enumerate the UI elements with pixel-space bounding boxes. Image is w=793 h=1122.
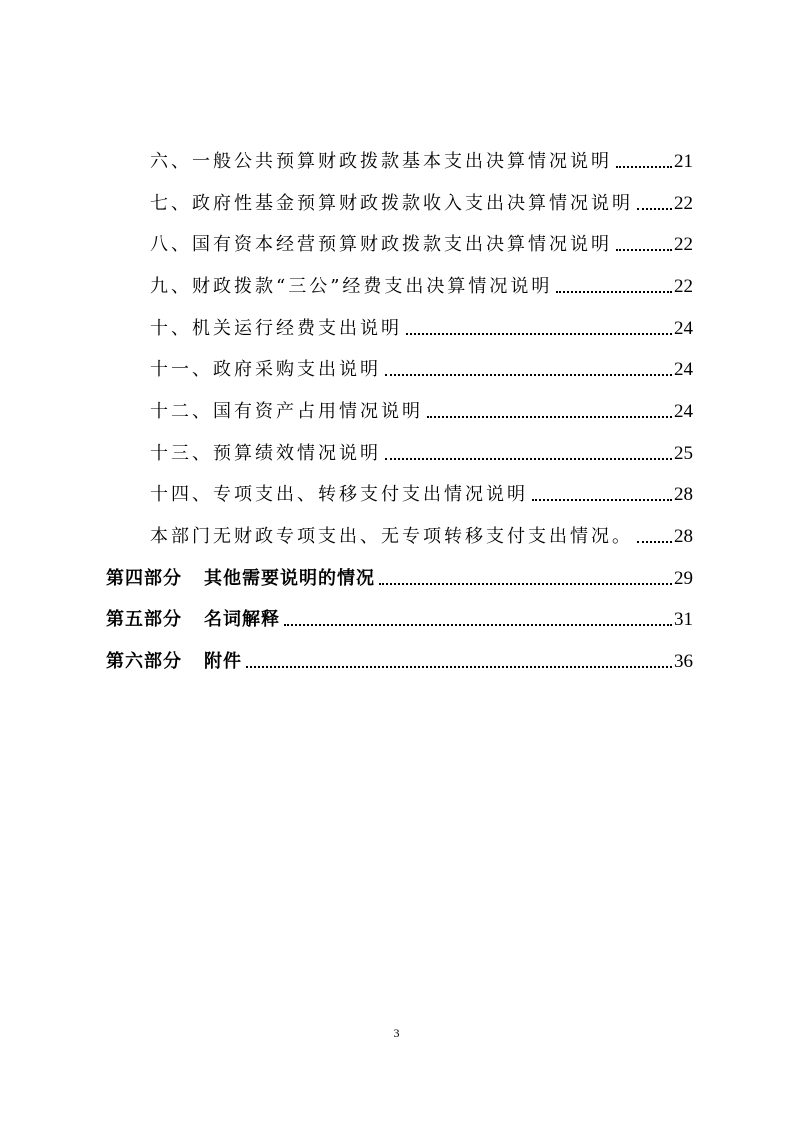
toc-part-number: 第六部分 xyxy=(106,651,182,672)
toc-part-entry xyxy=(106,604,693,632)
toc-entry-page: 24 xyxy=(674,401,693,422)
toc-entry-page: 31 xyxy=(674,609,693,630)
toc-entry xyxy=(150,438,693,466)
toc-part-title: 附件 xyxy=(204,651,242,672)
dot-leader xyxy=(637,541,672,543)
toc-entry xyxy=(150,271,693,299)
toc-entry-title: 七、政府性基金预算财政拨款收入支出决算情况说明 xyxy=(150,193,633,214)
dot-leader xyxy=(532,499,672,501)
toc-entry xyxy=(150,354,693,382)
toc-entry-title: 十、机关运行经费支出说明 xyxy=(150,318,402,339)
toc-entry-page: 29 xyxy=(674,568,693,589)
toc-entry-title: 十四、专项支出、转移支付支出情况说明 xyxy=(150,484,528,505)
toc-part-entry xyxy=(106,563,693,591)
dot-leader xyxy=(427,416,672,418)
dot-leader xyxy=(556,291,672,293)
dot-leader xyxy=(406,333,672,335)
toc-entry-title: 十三、预算绩效情况说明 xyxy=(150,443,381,464)
dot-leader xyxy=(379,583,672,585)
toc-entry-page: 24 xyxy=(674,359,693,380)
dot-leader xyxy=(616,166,672,168)
toc-entry xyxy=(150,229,693,257)
toc-part-title-group xyxy=(106,567,375,591)
toc-entry-title: 本部门无财政专项支出、无专项转移支付支出情况。 xyxy=(150,526,633,547)
toc-entry xyxy=(150,146,693,174)
dot-leader xyxy=(616,249,672,251)
toc-part-entry xyxy=(106,646,693,674)
toc-entry-page: 25 xyxy=(674,443,693,464)
toc-entry-page: 21 xyxy=(674,151,693,172)
toc-entry-title: 六、一般公共预算财政拨款基本支出决算情况说明 xyxy=(150,151,612,172)
page-number: 3 xyxy=(393,1026,400,1040)
toc-part-title: 名词解释 xyxy=(204,609,280,630)
toc-part-title-group xyxy=(106,608,280,632)
toc-entry xyxy=(150,313,693,341)
toc-part-number: 第五部分 xyxy=(106,609,182,630)
toc-entry-page: 22 xyxy=(674,234,693,255)
dot-leader xyxy=(637,208,672,210)
toc-part-number: 第四部分 xyxy=(106,568,182,589)
dot-leader xyxy=(385,458,672,460)
toc-entry-title: 十一、政府采购支出说明 xyxy=(150,359,381,380)
toc-entry-page: 22 xyxy=(674,193,693,214)
dot-leader xyxy=(246,666,672,668)
toc-entry-page: 28 xyxy=(674,526,693,547)
toc-part-title-group xyxy=(106,650,242,674)
toc-entry-title: 九、财政拨款“三公”经费支出决算情况说明 xyxy=(150,276,553,297)
toc-entry-page: 36 xyxy=(674,651,693,672)
toc-entry-page: 24 xyxy=(674,318,693,339)
dot-leader xyxy=(284,624,672,626)
toc-entry-page: 28 xyxy=(674,484,693,505)
toc-entry xyxy=(150,479,693,507)
toc-entry xyxy=(150,188,693,216)
dot-leader xyxy=(385,374,672,376)
toc-entry-title: 十二、国有资产占用情况说明 xyxy=(150,401,423,422)
toc-entry xyxy=(150,521,693,549)
toc-entry xyxy=(150,396,693,424)
toc-entry-title: 八、国有资本经营预算财政拨款支出决算情况说明 xyxy=(150,234,612,255)
toc-entry-page: 22 xyxy=(674,276,693,297)
toc-part-title: 其他需要说明的情况 xyxy=(204,568,375,589)
